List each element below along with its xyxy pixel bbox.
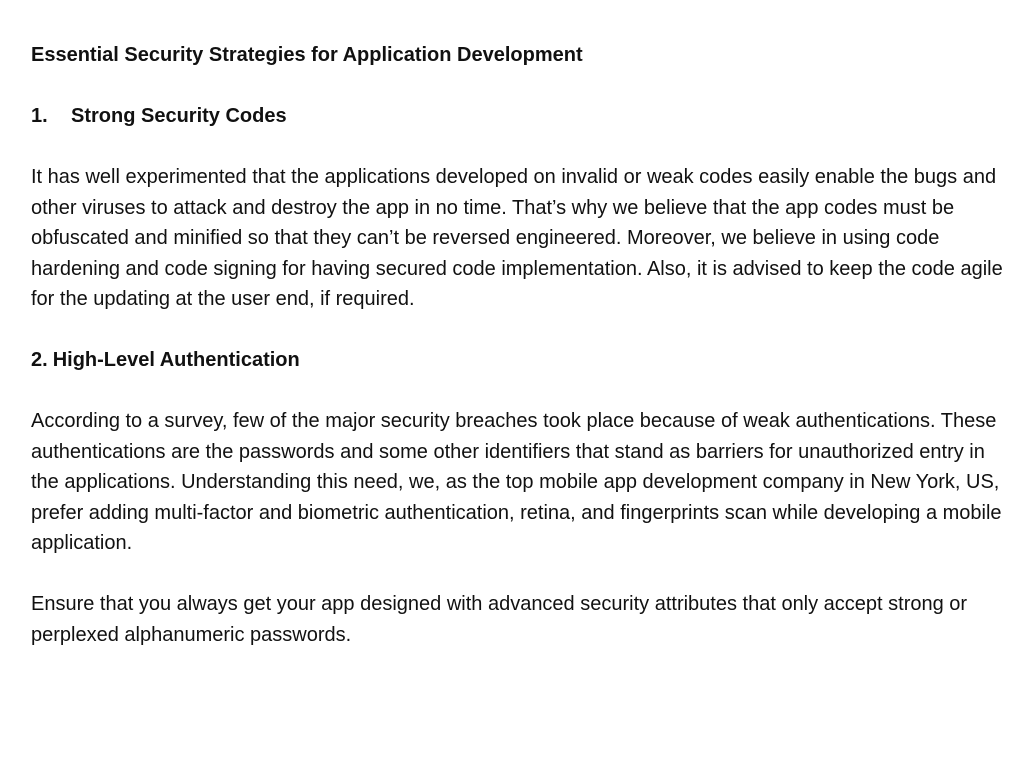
section-1-title: Strong Security Codes [71,105,287,127]
section-2-heading [31,345,1006,376]
section-1-paragraph: It has well experimented that the applications developed on invalid or weak codes easily enable the bugs and other viruses to attack and destroy the app in no time. That’s why we believe that the app codes must be obfuscated and minified so that they can’t be reversed engineered. Moreover, we believe in using code hardening and code signing for having secured code implementation. Also, it is advised to keep the code agile for the updating at the user end, if required. [31,166,1003,310]
document-title: Essential Security Strategies for Application Development [31,44,583,66]
section-2-number: 2. [31,349,48,371]
section-2-paragraph-2: Ensure that you always get your app designed with advanced security attributes that only accept strong or perplexed alphanumeric passwords. [31,593,968,646]
section-1-heading [31,101,1006,132]
section-2-title: High-Level Authentication [52,349,300,371]
slide-content [31,40,1006,681]
section-1-number: 1. [31,105,48,127]
section-2-paragraph: According to a survey, few of the major security breaches took place because of weak authentications. These authentications are the passwords and some other identifiers that stand as barriers for unauthorized entry in the applications. Understanding this need, we, as the top mobile app development company in New York, US, prefer adding multi-factor and biometric authentication, retina, and fingerprints scan while developing a mobile application. [31,410,1002,554]
